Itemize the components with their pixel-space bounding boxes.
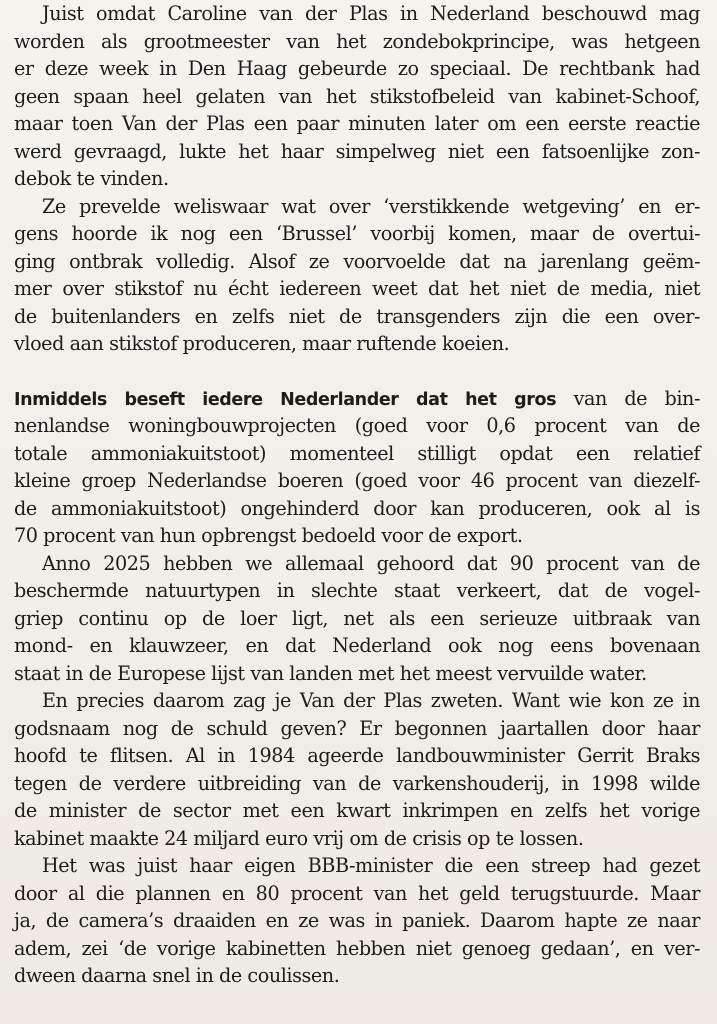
text-line: totale ammoniakuitstoot) momenteel stilligt opdat een relatief [14,441,700,465]
text-line: maar toen Van der Plas een paar minuten later om een eerste reactie [14,112,700,135]
text-line: kabinet maakte 24 miljard euro vrij om de crisis op te lossen. [14,826,584,850]
text-line: 70 procent van hun opbrengst bedoeld voor de export. [14,524,523,547]
text-line: de buitenlanders en zelfs niet de transgenders zijn die een over- [14,304,700,328]
text-line: geen spaan heel gelaten van het stikstofbeleid van kabinet-Schoof, [14,84,700,108]
text-line: En precies daarom zag je Van der Plas zweten. Want wie kon ze in [42,689,700,712]
text-line: Anno 2025 hebben we allemaal gehoord dat 90 procent van de [42,551,700,575]
text-line: kleine groep Nederlandse boeren (goed voor 46 procent van diezelf- [14,469,700,492]
paragraph-3 [14,385,700,550]
text-line: ja, de camera’s draaiden en ze was in paniek. Daarom hapte ze naar [14,909,700,932]
text-line: beschermde natuurtypen in slechte staat verkeert, dat de vogel- [14,579,700,602]
text-line: ging ontbrak volledig. Alsof ze voorvoelde dat na jarenlang geëm- [14,249,700,273]
text-line [14,385,700,413]
text-line: werd gevraagd, lukte het haar simpelweg niet een fatsoenlijke zon- [14,139,700,163]
text-line: worden als grootmeester van het zondebokprincipe, was hetgeen [14,29,700,53]
paragraph-6 [14,852,700,990]
text-line: nenlandse woningbouwprojecten (goed voor 0,6 procent van de [14,414,700,437]
paragraph-1 [14,0,700,193]
text-line: Juist omdat Caroline van der Plas in Nederland beschouwd mag [42,2,700,25]
text-line: tegen de verdere uitbreiding van de varkenshouderij, in 1998 wilde [14,771,700,795]
paragraph-5 [14,687,700,852]
text-line: Ze prevelde weliswaar wat over ‘verstikkende wetgeving’ en er- [42,194,700,218]
text-line: staat in de Europese lijst van landen met het meest vervuilde water. [14,661,647,685]
text-line: gens hoorde ik nog een ‘Brussel’ voorbij komen, maar de overtui- [14,222,700,245]
text-line: de minister de sector met een kwart inkrimpen en zelfs het vorige [14,799,700,822]
text-line: door al die plannen en 80 procent van het geld terugstuurde. Maar [14,881,700,905]
text-line: mond- en klauwzeer, en dat Nederland ook nog eens bovenaan [14,634,700,657]
paragraph-4 [14,550,700,688]
section-gap [14,358,700,385]
text-line: godsnaam nog de schuld geven? Er begonnen jaartallen door haar [14,716,700,740]
paragraph-2 [14,193,700,358]
article-column [14,0,700,990]
text-line: debok te vinden. [14,167,169,190]
lead-in-continuation: van de bin- [556,386,700,410]
text-line: er deze week in Den Haag gebeurde zo speciaal. De rechtbank had [14,57,700,80]
text-line: adem, zei ‘de vorige kabinetten hebben niet genoeg gedaan’, en ver- [14,936,700,960]
text-line: dween daarna snel in de coulissen. [14,964,340,987]
text-line: vloed aan stikstof produceren, maar ruftende koeien. [14,332,510,355]
text-line: griep continu op de loer ligt, net als een serieuze uitbraak van [14,606,700,630]
text-line: Het was juist haar eigen BBB-minister die een streep had gezet [42,854,700,877]
text-line: hoofd te flitsen. Al in 1984 ageerde landbouwminister Gerrit Braks [14,744,700,767]
text-line: de ammoniakuitstoot) ongehinderd door kan produceren, ook al is [14,496,700,520]
text-line: mer over stikstof nu écht iedereen weet dat het niet de media, niet [14,277,700,300]
lead-in: Inmiddels beseft iedere Nederlander dat het gros [14,389,557,410]
